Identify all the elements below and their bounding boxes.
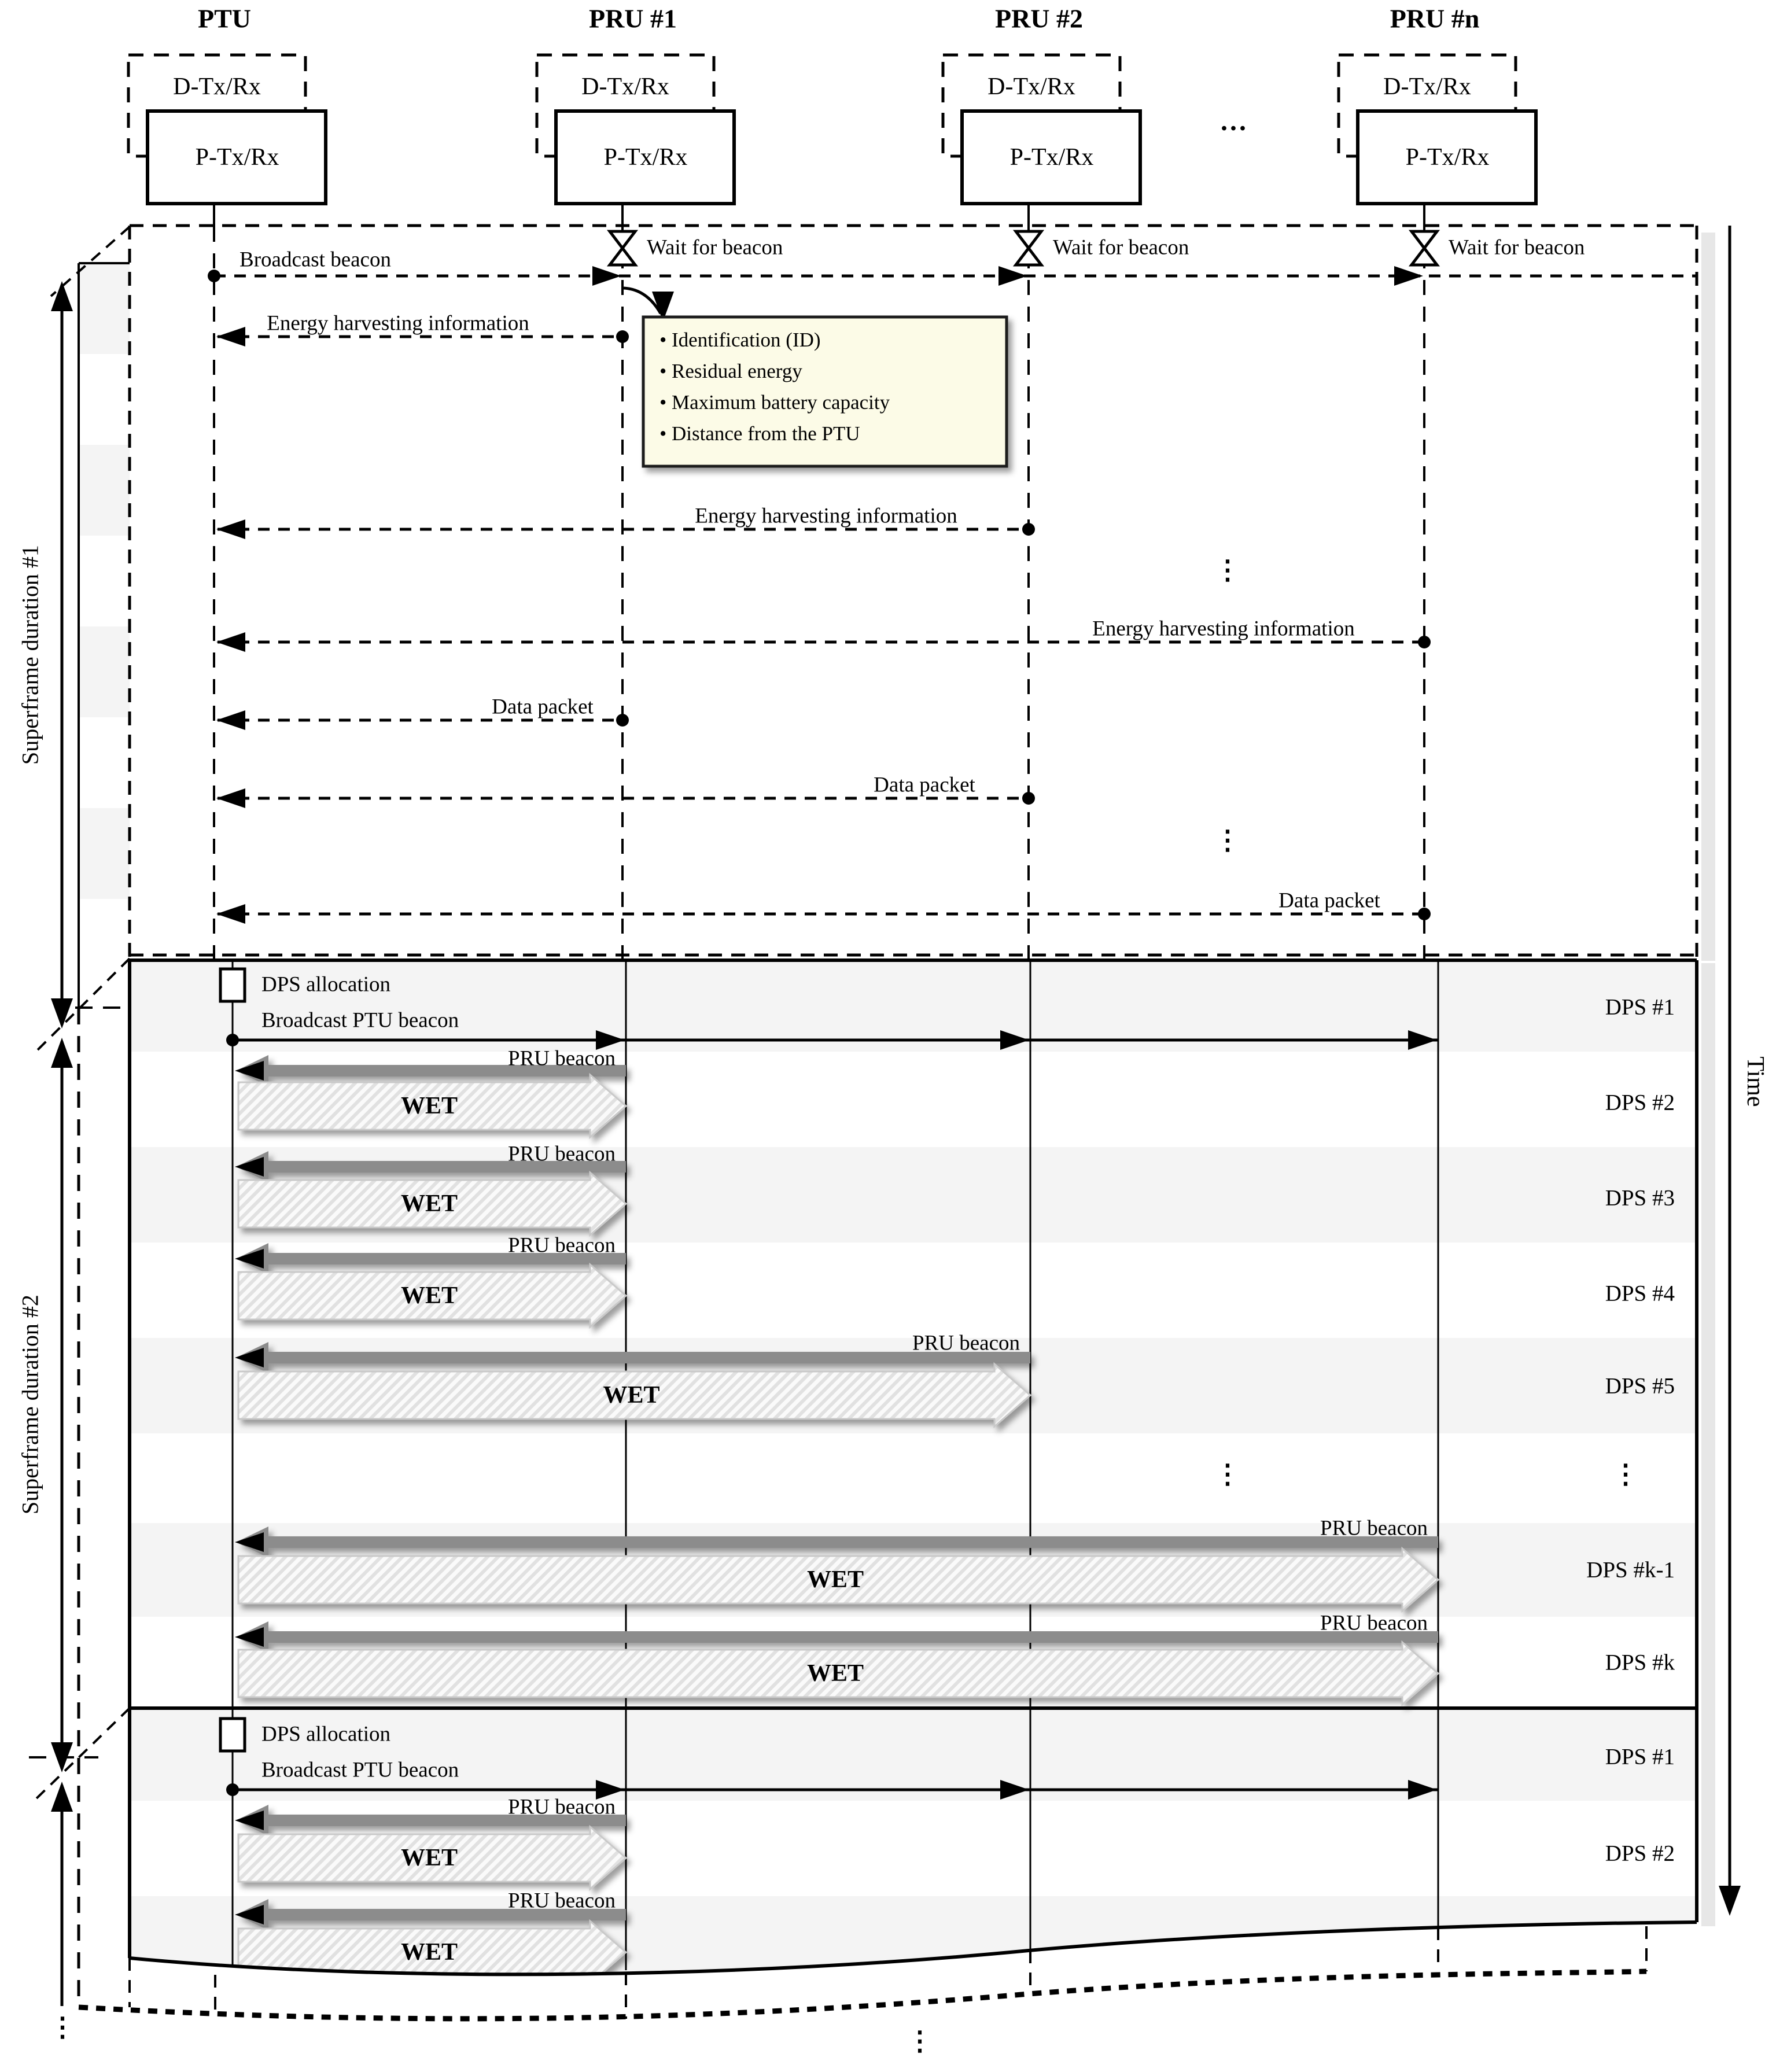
- wet-label: WET: [806, 1566, 864, 1593]
- wet-label: WET: [400, 1190, 458, 1217]
- pru-beacon-arrow: [236, 1621, 1438, 1653]
- dps-allocation-label: DPS allocation: [261, 972, 391, 997]
- wet-label: WET: [400, 1845, 458, 1871]
- unit-label: PRU #2: [994, 3, 1084, 34]
- broadcast-ptu-beacon-label: Broadcast PTU beacon: [261, 1008, 459, 1033]
- dps-allocation-label: DPS allocation: [261, 1722, 391, 1746]
- message-origin-dot: [616, 714, 629, 727]
- timeslot-band: [79, 626, 130, 717]
- message-origin-dot: [616, 330, 629, 343]
- dps-row-band: [130, 958, 1697, 1052]
- pru-beacon-label: PRU beacon: [508, 1233, 616, 1258]
- sf2-duration-label: Superframe duration #2: [17, 1295, 43, 1514]
- message-label: Energy harvesting information: [267, 311, 529, 335]
- pru-beacon-arrow: [236, 1805, 626, 1836]
- hourglass-wait-icon: [1412, 231, 1437, 265]
- message-origin-dot: [1418, 908, 1431, 920]
- dps-slot-label: DPS #2: [1605, 1090, 1675, 1115]
- vertical-ellipsis: ⋮: [1612, 1459, 1639, 1489]
- timeslot-band: [79, 445, 130, 536]
- hourglass-wait-icon: [1016, 231, 1041, 265]
- wet-block-arrow: [238, 1549, 1438, 1611]
- wet-label: WET: [400, 1939, 458, 1966]
- p-txrx-label: P-Tx/Rx: [1009, 144, 1094, 171]
- p-txrx-box: [962, 111, 1140, 204]
- message-label: Data packet: [492, 695, 594, 719]
- hourglass-wait-icon: [610, 231, 635, 265]
- wet-block-arrow: [238, 1264, 626, 1327]
- arrowhead-left-icon: [216, 632, 245, 652]
- vertical-ellipsis: ⋮: [1214, 825, 1241, 855]
- wet-label: WET: [806, 1660, 864, 1687]
- note-item-3: • Distance from the PTU: [659, 422, 860, 445]
- arrowhead-left-icon: [216, 710, 245, 730]
- wait-for-beacon-label: Wait for beacon: [647, 235, 783, 260]
- timeslot-band: [79, 263, 130, 354]
- arrowhead-down-icon: [1719, 1886, 1741, 1916]
- arrowhead-right-icon: [998, 266, 1027, 286]
- time-axis-label: Time: [1742, 1056, 1768, 1107]
- p-txrx-box: [1358, 111, 1536, 204]
- message-origin-dot: [1418, 636, 1431, 648]
- p-txrx-label: P-Tx/Rx: [1405, 144, 1490, 171]
- vertical-ellipsis: ⋮: [49, 2012, 76, 2042]
- p-txrx-box: [556, 111, 734, 204]
- message-label: Energy harvesting information: [695, 504, 957, 528]
- broadcast-beacon-label: Broadcast beacon: [239, 248, 391, 272]
- unit-label: PRU #n: [1390, 3, 1480, 34]
- message-label: Energy harvesting information: [1092, 617, 1355, 641]
- pru-beacon-head: [235, 1061, 264, 1081]
- p-txrx-box: [148, 111, 326, 204]
- pru-beacon-label: PRU beacon: [1320, 1611, 1428, 1635]
- broadcast-ptu-beacon-label: Broadcast PTU beacon: [261, 1758, 459, 1782]
- vertical-ellipsis: ⋮: [907, 2026, 933, 2056]
- pru-beacon-label: PRU beacon: [508, 1889, 616, 1913]
- wet-label: WET: [400, 1282, 458, 1309]
- message-origin-dot: [208, 270, 220, 282]
- dps-slot-label: DPS #3: [1605, 1185, 1675, 1211]
- dps-allocation-marker: [220, 969, 245, 1001]
- message-origin-dot: [1022, 523, 1035, 536]
- pru-beacon-label: PRU beacon: [1320, 1516, 1428, 1540]
- arrowhead-up-icon: [51, 1782, 73, 1812]
- units-gap-ellipsis: ···: [1219, 113, 1248, 144]
- dps-slot-label: DPS #5: [1605, 1373, 1675, 1399]
- arrowhead-left-icon: [216, 519, 245, 539]
- wet-block-arrow: [238, 1173, 626, 1235]
- d-txrx-label: D-Tx/Rx: [173, 73, 261, 100]
- pru-beacon-head: [235, 1249, 264, 1269]
- arrowhead-up-icon: [51, 1038, 73, 1068]
- d-txrx-label: D-Tx/Rx: [988, 73, 1075, 100]
- note-item-0: • Identification (ID): [659, 329, 821, 351]
- dps-slot-label: DPS #4: [1605, 1281, 1675, 1306]
- wet-block-arrow: [238, 1364, 1030, 1426]
- boundary-diagonal: [35, 1708, 130, 1800]
- vertical-ellipsis: ⋮: [1214, 555, 1241, 585]
- d-txrx-label: D-Tx/Rx: [581, 73, 669, 100]
- pru-beacon-label: PRU beacon: [912, 1331, 1020, 1355]
- arrowhead-left-icon: [216, 904, 245, 924]
- arrowhead-left-icon: [216, 788, 245, 808]
- vertical-ellipsis: ⋮: [1214, 1459, 1241, 1489]
- arrowhead-up-icon: [51, 281, 73, 311]
- arrowhead-down-icon: [51, 998, 73, 1028]
- arrowhead-left-icon: [216, 327, 245, 346]
- pru-beacon-label: PRU beacon: [508, 1046, 616, 1071]
- message-label: Data packet: [874, 773, 975, 797]
- dps-slot-label: DPS #2: [1605, 1841, 1675, 1866]
- dps-slot-label: DPS #1: [1605, 994, 1675, 1020]
- beacon-payload-note: [643, 317, 1007, 466]
- pru-beacon-label: PRU beacon: [508, 1142, 616, 1166]
- wet-block-arrow: [238, 1075, 626, 1137]
- message-origin-dot: [226, 1034, 239, 1046]
- wait-for-beacon-label: Wait for beacon: [1449, 235, 1585, 260]
- wet-label: WET: [400, 1093, 458, 1119]
- pru-beacon-arrow: [236, 1243, 626, 1274]
- note-item-2: • Maximum battery capacity: [659, 391, 890, 414]
- pru-beacon-head: [235, 1811, 264, 1830]
- note-item-1: • Residual energy: [659, 360, 802, 382]
- message-label: Data packet: [1278, 888, 1380, 913]
- p-txrx-label: P-Tx/Rx: [603, 144, 688, 171]
- dps-slot-label: DPS #1: [1605, 1744, 1675, 1769]
- wait-for-beacon-label: Wait for beacon: [1053, 235, 1189, 260]
- arrowhead-right-icon: [1394, 266, 1423, 286]
- dps-slot-label: DPS #k: [1605, 1650, 1675, 1675]
- dps-row-band: [130, 1708, 1697, 1801]
- wet-block-arrow: [238, 1642, 1438, 1705]
- timeslot-band: [79, 808, 130, 899]
- shadow-band: [1701, 963, 1715, 1926]
- pru-beacon-head: [235, 1627, 264, 1647]
- dps-slot-label: DPS #k-1: [1586, 1557, 1675, 1583]
- shadow-band: [1701, 233, 1715, 961]
- unit-label: PTU: [198, 3, 251, 34]
- message-origin-dot: [1022, 792, 1035, 805]
- d-txrx-label: D-Tx/Rx: [1383, 73, 1471, 100]
- pru-beacon-label: PRU beacon: [508, 1795, 616, 1819]
- unit-label: PRU #1: [588, 3, 677, 34]
- dps-allocation-marker: [220, 1719, 245, 1751]
- message-origin-dot: [226, 1783, 239, 1796]
- p-txrx-label: P-Tx/Rx: [195, 144, 279, 171]
- boundary-diagonal: [35, 958, 130, 1053]
- wet-label: WET: [603, 1382, 660, 1409]
- arrowhead-right-icon: [592, 266, 621, 286]
- sf1-duration-label: Superframe duration #1: [17, 545, 43, 765]
- wet-block-arrow: [238, 1827, 626, 1889]
